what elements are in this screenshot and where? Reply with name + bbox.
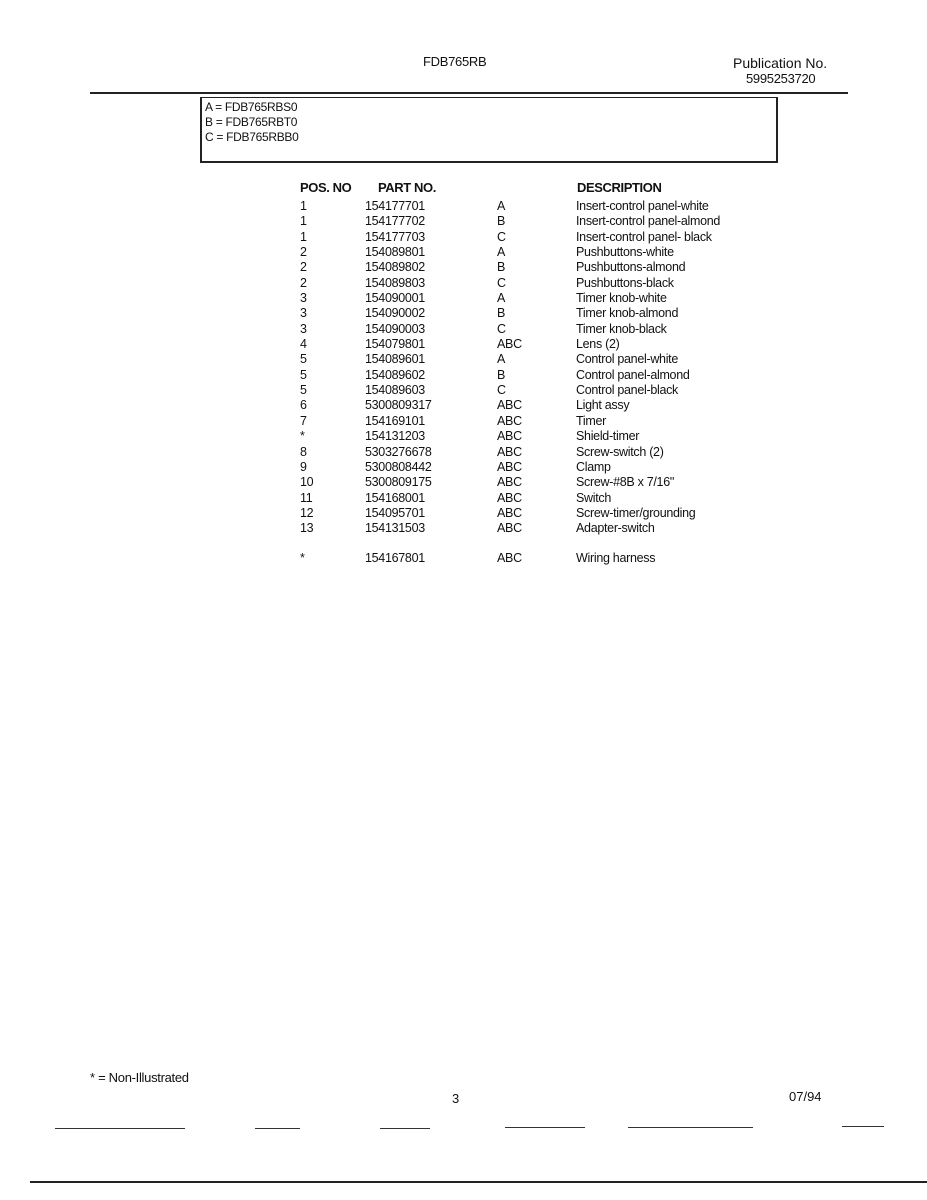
model-cell: ABC [497,505,522,520]
model-cell: ABC [497,398,522,413]
part-cell: 5300808442 [365,459,432,474]
description-cell: Control panel-black [576,383,678,398]
pos-cell: 7 [300,413,307,428]
description-cell: Lens (2) [576,337,620,352]
description-cell: Wiring harness [576,550,656,565]
description-cell: Timer [576,413,606,428]
part-cell: 5300809317 [365,398,432,413]
model-cell: A [497,199,506,213]
model-cell: B [497,214,506,229]
table-row [0,245,927,260]
table-row [0,460,927,475]
table-row [0,337,927,352]
part-cell: 154089601 [365,352,425,367]
table-row [0,398,927,413]
header-divider [90,92,848,94]
description-cell: Insert-control panel- black [576,229,712,244]
pos-cell: 8 [300,444,307,459]
part-cell: 154089801 [365,245,425,260]
part-cell: 154131503 [365,521,425,536]
table-row [0,199,927,214]
pos-cell: 9 [300,459,307,474]
model-cell: C [497,321,506,336]
part-cell: 154090002 [365,306,425,321]
description-cell: Pushbuttons-almond [576,260,686,275]
table-row [0,551,927,566]
model-cell: ABC [497,490,522,505]
part-cell: 154169101 [365,413,425,428]
table-row [0,506,927,521]
page-number: 3 [452,1091,460,1106]
legend-line-a: A = FDB765RBS0 [205,100,298,114]
part-cell: 154177701 [365,199,425,213]
part-cell: 154167801 [365,550,425,565]
description-cell: Pushbuttons-white [576,245,674,260]
pos-cell: 5 [300,352,307,367]
model-legend-box [200,97,778,163]
description-cell: Shield-timer [576,429,640,444]
model-cell: B [497,306,506,321]
scan-dash [842,1126,884,1127]
part-cell: 154095701 [365,505,425,520]
footer-divider [30,1181,927,1183]
model-cell: ABC [497,459,522,474]
part-cell: 154168001 [365,490,425,505]
model-cell: A [497,352,506,367]
pos-cell: 1 [300,229,307,244]
description-cell: Control panel-white [576,352,678,367]
legend-line-b: B = FDB765RBT0 [205,115,298,129]
part-cell: 154177702 [365,214,425,229]
description-cell: Insert-control panel-almond [576,214,721,229]
model-cell: A [497,245,506,260]
table-row [0,475,927,490]
header-part-no: PART NO. [378,180,436,195]
table-row [0,429,927,444]
model-cell: ABC [497,413,522,428]
model-cell: ABC [497,444,522,459]
scan-dash [380,1128,430,1129]
description-cell: Pushbuttons-black [576,275,674,290]
pos-cell: * [300,550,305,565]
model-cell: B [497,260,506,275]
table-row [0,214,927,229]
part-cell: 154079801 [365,337,425,352]
pos-cell: 1 [300,199,307,213]
table-row [0,383,927,398]
description-cell: Adapter-switch [576,521,655,536]
table-row [0,260,927,275]
pos-cell: 3 [300,306,307,321]
part-cell: 154089602 [365,367,425,382]
table-row [0,445,927,460]
description-cell: Timer knob-black [576,321,667,336]
header-pos-no: POS. NO [300,180,352,195]
table-row [0,414,927,429]
table-row [0,491,927,506]
description-cell: Timer knob-white [576,291,667,306]
legend-line-c: C = FDB765RBB0 [205,130,299,144]
pos-cell: 3 [300,321,307,336]
model-cell: C [497,229,506,244]
pos-cell: 2 [300,275,307,290]
part-cell: 5300809175 [365,475,432,490]
pos-cell: 2 [300,260,307,275]
parts-table [0,199,927,566]
model-cell: C [497,275,506,290]
pos-cell: 12 [300,505,314,520]
description-cell: Light assy [576,398,630,413]
scan-dash [55,1128,185,1129]
part-cell: 154089803 [365,275,425,290]
model-cell: ABC [497,475,522,490]
description-cell: Switch [576,490,612,505]
table-row [0,352,927,367]
table-row [0,276,927,291]
part-cell: 154090001 [365,291,425,306]
model-cell: ABC [497,521,522,536]
pos-cell: 1 [300,214,307,229]
table-row [0,306,927,321]
description-cell: Screw-#8B x 7/16" [576,475,674,490]
scan-dash [255,1128,300,1129]
description-cell: Clamp [576,459,611,474]
part-cell: 154177703 [365,229,425,244]
part-cell: 154089802 [365,260,425,275]
description-cell: Timer knob-almond [576,306,679,321]
part-cell: 5303276678 [365,444,432,459]
non-illustrated-footnote: * = Non-Illustrated [90,1070,189,1085]
pos-cell: 4 [300,337,307,352]
publication-number: 5995253720 [746,71,816,86]
pos-cell: 3 [300,291,307,306]
model-cell: A [497,291,506,306]
table-row [0,322,927,337]
pos-cell: * [300,429,305,444]
scan-dash [505,1127,585,1128]
model-cell: B [497,367,506,382]
pos-cell: 10 [300,475,314,490]
model-number: FDB765RB [423,54,487,69]
table-row [0,368,927,383]
part-cell: 154131203 [365,429,425,444]
scan-dash [628,1127,753,1128]
table-row [0,291,927,306]
part-cell: 154090003 [365,321,425,336]
pos-cell: 5 [300,383,307,398]
model-cell: ABC [497,337,522,352]
pos-cell: 2 [300,245,307,260]
header-description: DESCRIPTION [577,180,662,195]
model-cell: ABC [497,429,522,444]
description-cell: Control panel-almond [576,367,690,382]
publication-date: 07/94 [789,1089,822,1104]
description-cell: Insert-control panel-white [576,199,709,213]
description-cell: Screw-timer/grounding [576,505,696,520]
pos-cell: 11 [300,490,313,505]
table-row [0,521,927,536]
model-cell: ABC [497,550,522,565]
description-cell: Screw-switch (2) [576,444,664,459]
publication-label: Publication No. [733,55,828,71]
pos-cell: 13 [300,521,314,536]
part-cell: 154089603 [365,383,425,398]
pos-cell: 5 [300,367,307,382]
pos-cell: 6 [300,398,307,413]
model-cell: C [497,383,506,398]
table-row [0,230,927,245]
